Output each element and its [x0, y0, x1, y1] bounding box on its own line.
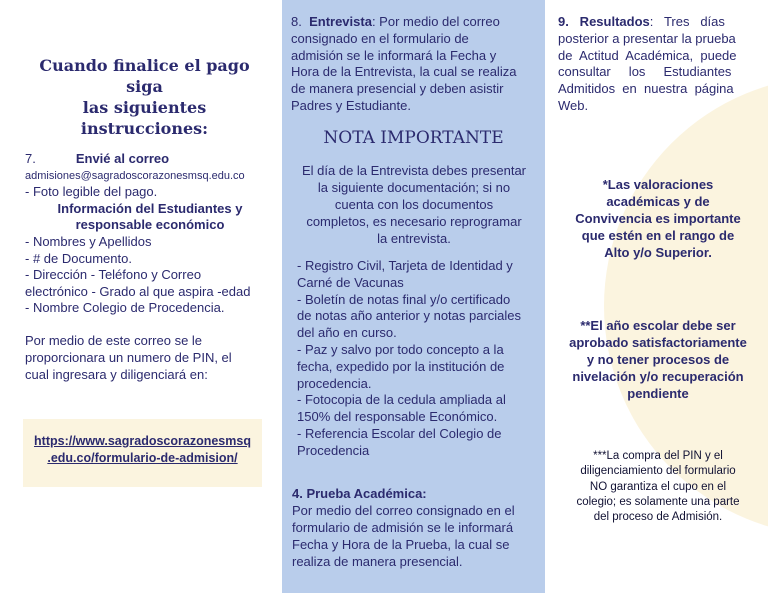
school-year-note: **El año escolar debe ser aprobado satisfactoriamente y no tener procesos de nivelación y/o recuperación pendiente: [569, 318, 747, 401]
pin-paragraph: Por medio de este correo se le proporcionara un numero de PIN, el cual ingresara y diligenciará en:: [25, 333, 232, 382]
grades-note: *Las valoraciones académicas y de Convivencia es importante que estén en el rango de Alto y/o Superior.: [575, 177, 741, 260]
instructions-title: Cuando finalice el pago siga las siguientes instrucciones:: [39, 56, 250, 138]
info-item: - Dirección - Teléfono y Correo: [25, 267, 202, 283]
step-7-block: [25, 151, 275, 317]
info-item: - Nombres y Apellidos: [25, 233, 152, 249]
info-item: - # de Documento.: [25, 250, 132, 266]
step-9-block: 9. Resultados: Tres días posterior a presentar la prueba de Actitud Académica, puede consultar los Estudiantes Admitidos en nuestra página Web.: [558, 14, 737, 113]
photo-item: - Foto legible del pago.: [25, 184, 158, 200]
admission-form-link[interactable]: https://www.sagradoscorazonesmsq .edu.co/formulario-de-admision/: [34, 434, 251, 465]
info-item: - Nombre Colegio de Procedencia.: [25, 300, 225, 316]
step-7-heading: 7. Envié al correo: [25, 151, 170, 166]
step-8-block: 8. Entrevista: Por medio del correo consignado en el formulario de admisión se le informará la Fecha y Hora de la Entrevista, la cual se realiza de manera presencial y deben asistir Padres y Estudiante.: [291, 14, 517, 113]
step-4-block: 4. Prueba Académica: Por medio del correo consignado en el formulario de admisión se le informará Fecha y Hora de la Prueba, la cual se realiza de manera presencial.: [292, 486, 515, 569]
required-documents-list: - Registro Civil, Tarjeta de Identidad y Carné de Vacunas - Boletín de notas final y/o certificado de notas año anterior y notas parciales del año en curso. - Paz y salvo por todo concepto a la fecha, expedido por la institución de procedencia. - Fotocopia de la cedula ampliada al 150% del responsable Económico. - Referencia Escolar del Colegio de Procedencia: [297, 258, 522, 458]
important-note-title: NOTA IMPORTANTE: [323, 128, 504, 148]
interview-docs-intro: El día de la Entrevista debes presentar la siguiente documentación; si no cuenta con los documentos completos, es necesario reprogramar la entrevista.: [301, 163, 527, 246]
admissions-email: admisiones@sagradoscorazonesmsq.edu.co: [25, 169, 245, 182]
info-heading: Información del Estudiantes y responsable económico: [57, 200, 243, 233]
pin-disclaimer-note: ***La compra del PIN y el diligenciamiento del formulario NO garantiza el cupo en el colegio; es solamente una parte del proceso de Admisión.: [576, 450, 740, 524]
info-item: electrónico - Grado al que aspira -edad: [25, 283, 251, 299]
